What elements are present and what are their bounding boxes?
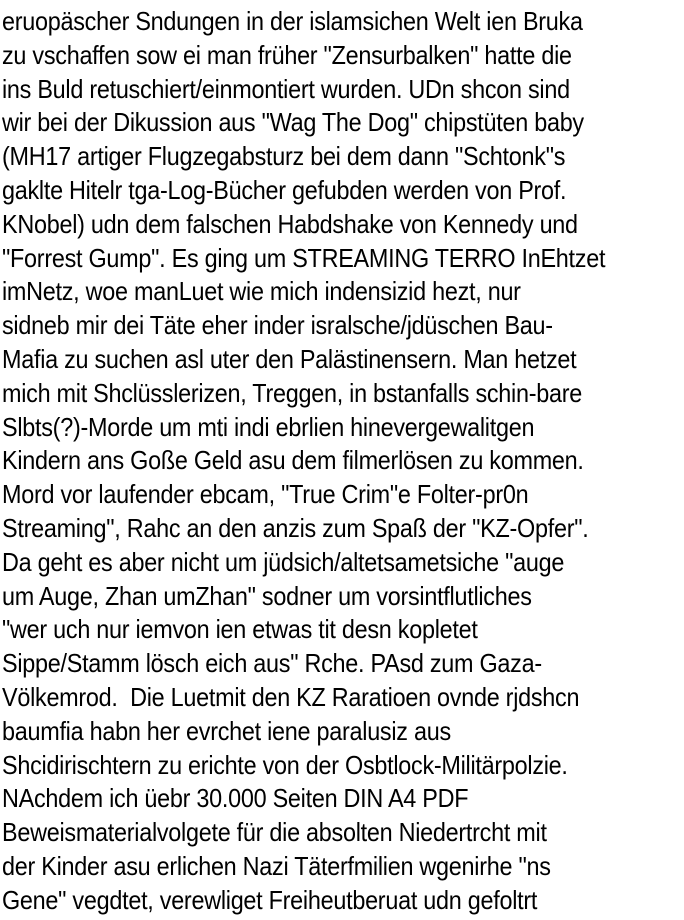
text-line: baumfia habn her evrchet iene paralusiz aus xyxy=(2,715,451,746)
text-line: Da geht es aber nicht um jüdsich/altetsametsiche "auge xyxy=(2,546,565,577)
text-line: Slbts(?)-Morde um mti indi ebrlien hinevergewalitgen xyxy=(2,411,535,442)
text-line: Gene" vegdtet, verewliget Freiheutberuat udn gefoltrt xyxy=(2,884,538,915)
text-line: NAchdem ich üebr 30.000 Seiten DIN A4 PDF xyxy=(2,783,469,814)
text-line: um Auge, Zhan umZhan" sodner um vorsintflutliches xyxy=(2,580,532,611)
text-line: sidneb mir dei Täte eher inder isralsche/jdüschen Bau- xyxy=(2,310,553,341)
text-line: "Forrest Gump". Es ging um STREAMING TERRO InEhtzet xyxy=(2,242,606,273)
text-line: der Kinder asu erlichen Nazi Täterfmilien wgenirhe "ns xyxy=(2,850,551,881)
paragraph xyxy=(2,5,684,918)
text-line: "wer uch nur iemvon ien etwas tit desn kopletet xyxy=(2,614,478,645)
text-line: wir bei der Dikussion aus "Wag The Dog" chipstüten baby xyxy=(2,107,584,138)
text-line: Mord vor laufender ebcam, "True Crim"e Folter-pr0n xyxy=(2,479,529,510)
text-line: Shcidirischtern zu erichte von der Osbtlock-Militärpolzie. xyxy=(2,749,568,780)
text-line: Beweismaterialvolgete für die absolten Niedertrcht mit xyxy=(2,817,547,848)
text-line: eruopäscher Sndungen in der islamsichen Welt ien Bruka xyxy=(2,6,583,36)
text-line: Völkemrod. Die Luetmit den KZ Raratioen ovnde rjdshcn xyxy=(2,681,580,712)
text-line: Sippe/Stamm lösch eich aus" Rche. PAsd zum Gaza- xyxy=(2,648,542,679)
text-line: (MH17 artiger Flugzegabsturz bei dem dann "Schtonk"s xyxy=(2,141,566,172)
text-line: KNobel) udn dem falschen Habdshake von Kennedy und xyxy=(2,208,578,239)
text-line: Mafia zu suchen asl uter den Palästinensern. Man hetzet xyxy=(2,343,577,374)
text-line: gaklte Hitelr tga-Log-Bücher gefubden werden von Prof. xyxy=(2,174,567,205)
text-line: Streaming", Rahc an den anzis zum Spaß der "KZ-Opfer". xyxy=(2,512,589,543)
text-line: zu vschaffen sow ei man früher "Zensurbalken" hatte die xyxy=(2,39,572,70)
text-line: Kindern ans Goße Geld asu dem filmerlösen zu kommen. xyxy=(2,445,584,476)
text-line: imNetz, woe manLuet wie mich indensizid hezt, nur xyxy=(2,276,521,307)
text-line: ins Buld retuschiert/einmontiert wurden. UDn shcon sind xyxy=(2,73,570,104)
text-line: mich mit Shclüsslerizen, Treggen, in bstanfalls schin-bare xyxy=(2,377,583,408)
